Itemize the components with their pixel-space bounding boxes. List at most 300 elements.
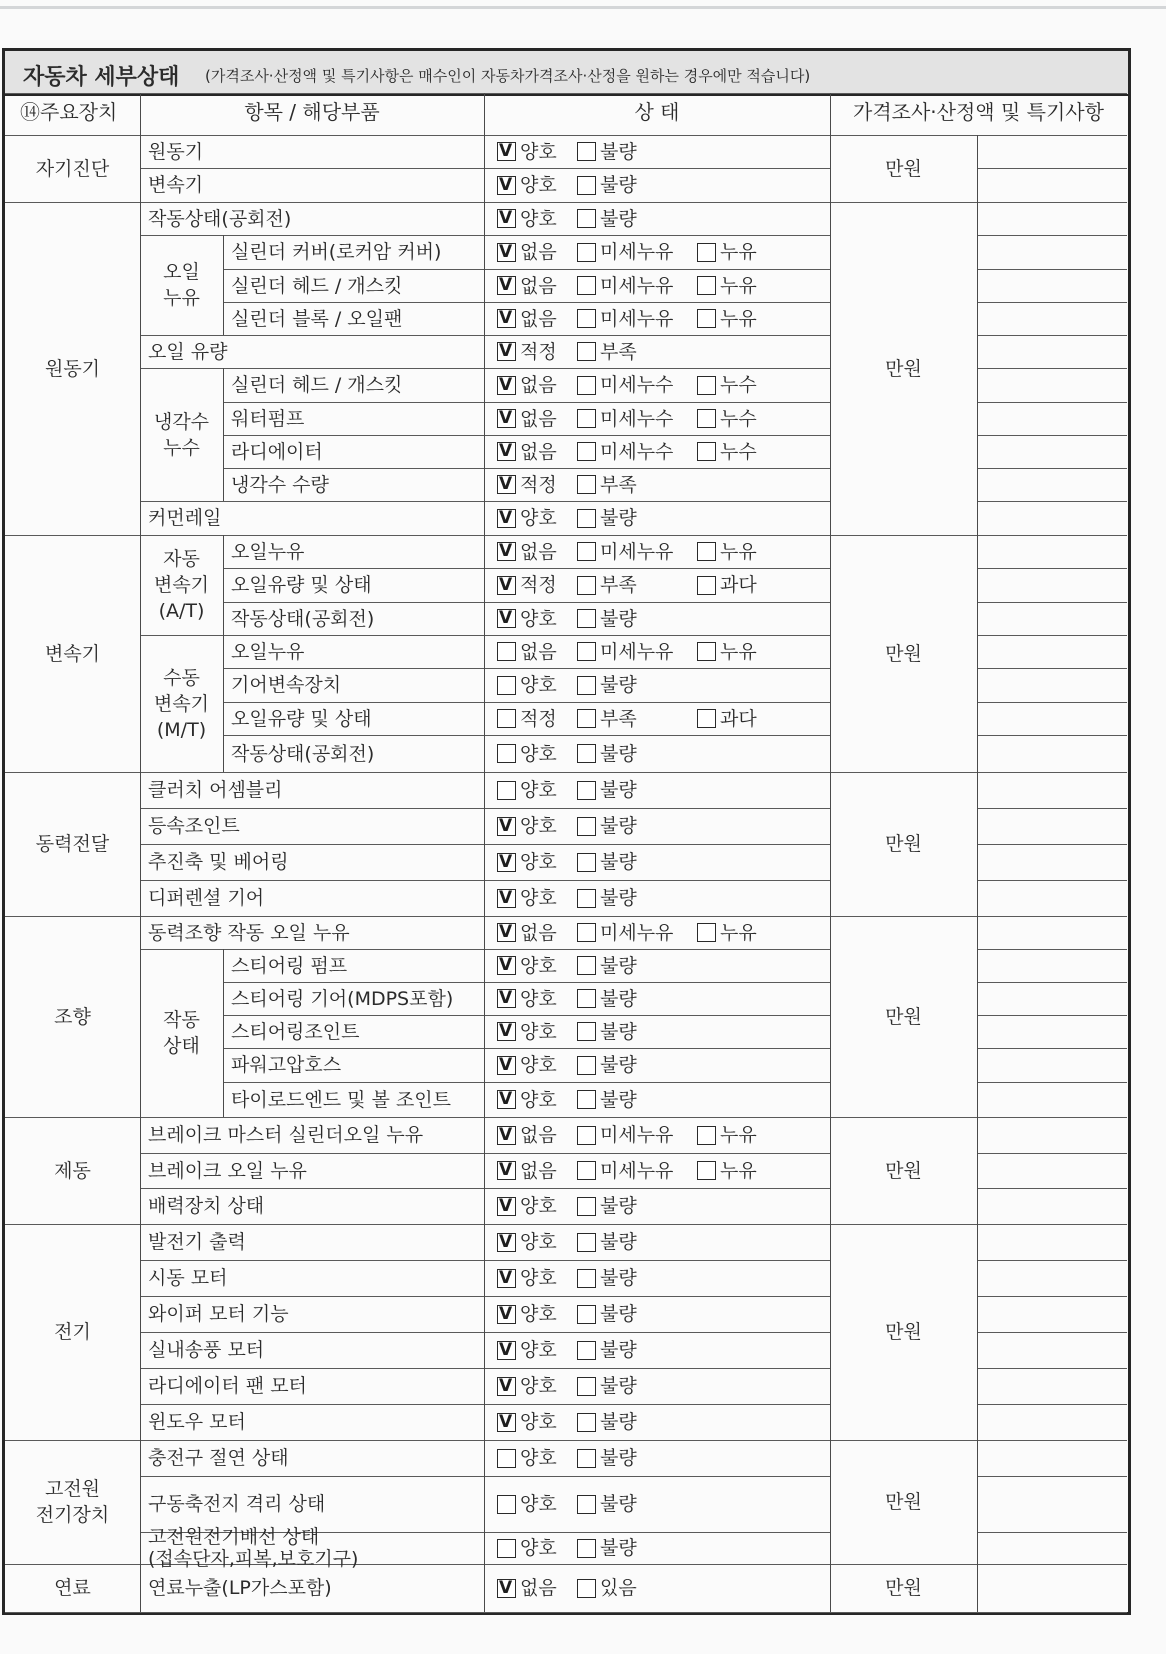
item-label: 고전원전기배선 상태 (접속단자,피복,보호기구) xyxy=(148,1526,359,1570)
checkbox[interactable] xyxy=(497,1341,516,1360)
status-option[interactable] xyxy=(497,743,557,765)
status-option[interactable] xyxy=(497,608,557,630)
checkbox[interactable] xyxy=(697,642,716,661)
grid-line-v xyxy=(484,135,485,1612)
checkbox[interactable] xyxy=(577,1197,596,1216)
status-option[interactable] xyxy=(497,275,557,297)
option-label: 양호 xyxy=(520,887,557,909)
option-label: 불량 xyxy=(600,1054,637,1076)
grid-line-h xyxy=(977,402,1127,403)
option-label: 적정 xyxy=(520,473,557,496)
option-label: 양호 xyxy=(520,954,557,977)
item-label: 충전구 절연 상태 xyxy=(148,1447,289,1469)
grid-line-h xyxy=(140,1332,830,1333)
item-label: 실린더 커버(로커암 커버) xyxy=(231,241,442,263)
option-label: 불량 xyxy=(600,140,637,163)
option-label: 불량 xyxy=(600,507,637,529)
status-option[interactable] xyxy=(577,674,637,696)
option-label: 부족 xyxy=(600,473,637,496)
status-option[interactable] xyxy=(697,541,757,563)
checkbox[interactable] xyxy=(497,1579,516,1598)
col-header-price: 가격조사·산정액 및 특기사항 xyxy=(853,100,1104,124)
status-option[interactable] xyxy=(577,1375,637,1397)
checkbox[interactable] xyxy=(577,1056,596,1075)
checkbox[interactable] xyxy=(577,744,596,763)
status-option[interactable] xyxy=(577,1303,637,1325)
checkbox[interactable] xyxy=(497,276,516,295)
item-label: 브레이크 오일 누유 xyxy=(148,1159,307,1182)
checkbox[interactable] xyxy=(497,676,516,695)
checkbox[interactable] xyxy=(497,1197,516,1216)
checkbox[interactable] xyxy=(497,1495,516,1514)
status-option[interactable] xyxy=(577,507,637,529)
checkbox[interactable] xyxy=(577,1449,596,1468)
checkbox[interactable] xyxy=(577,609,596,628)
status-option[interactable] xyxy=(577,1160,673,1182)
status-option[interactable] xyxy=(497,922,557,944)
status-option[interactable] xyxy=(577,1447,637,1469)
status-option[interactable] xyxy=(697,441,757,463)
status-option[interactable] xyxy=(577,1267,637,1289)
status-option[interactable] xyxy=(577,1124,673,1146)
status-option[interactable] xyxy=(497,1195,557,1217)
status-option[interactable] xyxy=(697,708,757,730)
option-label: 불량 xyxy=(600,674,637,696)
status-option[interactable] xyxy=(577,955,637,977)
checkbox[interactable] xyxy=(577,853,596,872)
status-option[interactable] xyxy=(497,474,557,496)
checkbox[interactable] xyxy=(577,1495,596,1514)
checkbox[interactable] xyxy=(577,889,596,908)
status-option[interactable] xyxy=(577,308,673,330)
category-label: 전기 xyxy=(54,1321,91,1343)
option-label: 양호 xyxy=(520,815,557,837)
option-label: 적정 xyxy=(520,707,557,730)
checkbox[interactable] xyxy=(577,576,596,595)
item-label: 오일누유 xyxy=(231,540,305,563)
checkbox[interactable] xyxy=(497,609,516,628)
checkbox[interactable] xyxy=(497,889,516,908)
status-option[interactable] xyxy=(577,1089,637,1111)
checkbox[interactable] xyxy=(497,209,516,228)
category-label: 동력전달 xyxy=(35,833,110,855)
status-option[interactable] xyxy=(577,641,673,663)
status-option[interactable] xyxy=(697,275,757,297)
checkbox[interactable] xyxy=(577,409,596,428)
grid-line-h xyxy=(140,235,830,236)
grid-line-h xyxy=(140,1404,830,1405)
status-option[interactable] xyxy=(697,374,757,396)
status-option[interactable] xyxy=(697,1160,757,1182)
checkbox[interactable] xyxy=(497,744,516,763)
status-option[interactable] xyxy=(577,1054,637,1076)
checkbox[interactable] xyxy=(697,243,716,262)
checkbox[interactable] xyxy=(577,475,596,494)
item-label: 스티어링 기어(MDPS포함) xyxy=(231,987,454,1010)
status-option[interactable] xyxy=(577,574,637,596)
category-label: 원동기 xyxy=(44,357,101,380)
status-option[interactable] xyxy=(497,1375,557,1397)
status-option[interactable] xyxy=(577,851,637,873)
checkbox[interactable] xyxy=(697,576,716,595)
status-option[interactable] xyxy=(577,1493,637,1515)
status-option[interactable] xyxy=(497,815,557,837)
option-label: 불량 xyxy=(600,1493,637,1515)
checkbox[interactable] xyxy=(577,1233,596,1252)
option-label: 미세누수 xyxy=(600,440,674,463)
checkbox[interactable] xyxy=(577,309,596,328)
category-label: 제동 xyxy=(54,1159,91,1182)
status-option[interactable] xyxy=(497,341,557,363)
checkbox[interactable] xyxy=(577,1341,596,1360)
option-label: 불량 xyxy=(600,1195,637,1217)
status-option[interactable] xyxy=(577,1231,637,1253)
option-label: 양호 xyxy=(520,1267,557,1289)
option-label: 없음 xyxy=(520,274,557,297)
option-label: 불량 xyxy=(600,1411,637,1433)
checkbox[interactable] xyxy=(577,209,596,228)
category-label: 변속기 xyxy=(44,642,101,665)
checkbox[interactable] xyxy=(697,709,716,728)
grid-line-h xyxy=(223,735,830,736)
status-option[interactable] xyxy=(497,988,557,1010)
item-label: 실내송풍 모터 xyxy=(148,1339,265,1361)
status-option[interactable] xyxy=(697,408,757,430)
option-label: 없음 xyxy=(520,241,557,263)
grid-line-h xyxy=(140,1153,830,1154)
status-option[interactable] xyxy=(577,1021,637,1043)
checkbox[interactable] xyxy=(497,642,516,661)
status-option[interactable] xyxy=(577,779,637,801)
option-label: 없음 xyxy=(520,407,557,430)
grid-line-h xyxy=(140,368,830,369)
option-label: 부족 xyxy=(600,340,637,363)
option-label: 양호 xyxy=(520,1447,557,1469)
grid-line-h xyxy=(977,808,1127,809)
grid-line-h xyxy=(5,535,1127,536)
price-unit: 만원 xyxy=(885,642,922,665)
checkbox[interactable] xyxy=(577,509,596,528)
status-option[interactable] xyxy=(497,1054,557,1076)
status-option[interactable] xyxy=(577,341,637,363)
status-option[interactable] xyxy=(497,1021,557,1043)
item-label: 작동상태(공회전) xyxy=(148,207,292,230)
checkbox[interactable] xyxy=(497,1413,516,1432)
option-label: 불량 xyxy=(600,742,637,765)
status-option[interactable] xyxy=(497,374,557,396)
status-option[interactable] xyxy=(497,1160,557,1182)
checkbox[interactable] xyxy=(577,1377,596,1396)
option-label: 양호 xyxy=(520,1088,557,1111)
status-option[interactable] xyxy=(577,1577,637,1599)
status-option[interactable] xyxy=(577,374,673,396)
checkbox[interactable] xyxy=(577,1305,596,1324)
checkbox[interactable] xyxy=(577,243,596,262)
status-option[interactable] xyxy=(577,922,673,944)
option-label: 불량 xyxy=(600,987,637,1010)
subgroup-label: 냉각수 누수 xyxy=(153,410,210,459)
option-label: 없음 xyxy=(520,540,557,563)
grid-line-h xyxy=(977,1153,1127,1154)
checkbox[interactable] xyxy=(577,376,596,395)
status-option[interactable] xyxy=(577,1339,637,1361)
item-label: 시동 모터 xyxy=(148,1267,228,1289)
status-option[interactable] xyxy=(497,641,557,663)
status-option[interactable] xyxy=(697,308,757,330)
checkbox[interactable] xyxy=(497,1126,516,1145)
checkbox[interactable] xyxy=(497,1022,516,1041)
checkbox[interactable] xyxy=(497,576,516,595)
status-option[interactable] xyxy=(577,541,673,563)
checkbox[interactable] xyxy=(697,1126,716,1145)
status-option[interactable] xyxy=(577,608,637,630)
checkbox[interactable] xyxy=(497,243,516,262)
grid-line-h xyxy=(977,602,1127,603)
checkbox[interactable] xyxy=(577,542,596,561)
option-label: 누유 xyxy=(720,540,757,563)
status-option[interactable] xyxy=(497,1411,557,1433)
checkbox[interactable] xyxy=(697,409,716,428)
checkbox[interactable] xyxy=(577,1022,596,1041)
status-option[interactable] xyxy=(497,1339,557,1361)
status-option[interactable] xyxy=(497,441,557,463)
grid-line-h xyxy=(977,702,1127,703)
status-option[interactable] xyxy=(577,208,637,230)
status-option[interactable] xyxy=(577,141,637,163)
status-option[interactable] xyxy=(577,408,673,430)
checkbox[interactable] xyxy=(497,442,516,461)
option-label: 적정 xyxy=(520,574,557,596)
option-label: 양호 xyxy=(520,987,557,1010)
status-option[interactable] xyxy=(577,441,673,463)
option-label: 불량 xyxy=(600,174,637,196)
option-label: 누유 xyxy=(720,307,757,330)
option-label: 미세누유 xyxy=(600,1159,674,1182)
status-option[interactable] xyxy=(497,1303,557,1325)
grid-line-h xyxy=(140,949,830,950)
checkbox[interactable] xyxy=(697,309,716,328)
checkbox[interactable] xyxy=(577,142,596,161)
checkbox[interactable] xyxy=(497,1539,516,1558)
option-label: 누수 xyxy=(720,374,757,396)
status-option[interactable] xyxy=(497,541,557,563)
status-option[interactable] xyxy=(577,1537,637,1559)
item-label: 냉각수 수량 xyxy=(231,473,329,496)
checkbox[interactable] xyxy=(577,1161,596,1180)
grid-line-h xyxy=(223,269,830,270)
checkbox[interactable] xyxy=(497,853,516,872)
grid-line-h xyxy=(223,468,830,469)
option-label: 불량 xyxy=(600,851,637,873)
status-option[interactable] xyxy=(577,241,673,263)
status-option[interactable] xyxy=(497,779,557,801)
category-label: 자기진단 xyxy=(35,157,110,180)
checkbox[interactable] xyxy=(497,542,516,561)
item-label: 라디에이터 팬 모터 xyxy=(148,1375,307,1397)
checkbox[interactable] xyxy=(577,642,596,661)
checkbox[interactable] xyxy=(497,709,516,728)
item-label: 클러치 어셈블리 xyxy=(148,779,283,801)
status-option[interactable] xyxy=(577,275,673,297)
option-label: 미세누유 xyxy=(600,274,674,297)
status-option[interactable] xyxy=(697,574,757,596)
status-option[interactable] xyxy=(497,208,557,230)
status-option[interactable] xyxy=(697,1124,757,1146)
option-label: 없음 xyxy=(520,1124,557,1146)
price-unit: 만원 xyxy=(885,157,922,180)
status-option[interactable] xyxy=(497,674,557,696)
option-label: 불량 xyxy=(600,1020,637,1043)
status-option[interactable] xyxy=(697,922,757,944)
checkbox[interactable] xyxy=(497,409,516,428)
checkbox[interactable] xyxy=(497,1233,516,1252)
checkbox[interactable] xyxy=(577,676,596,695)
checkbox[interactable] xyxy=(497,1090,516,1109)
checkbox[interactable] xyxy=(697,276,716,295)
checkbox[interactable] xyxy=(577,956,596,975)
status-option[interactable] xyxy=(577,1411,637,1433)
grid-line-h xyxy=(977,269,1127,270)
checkbox[interactable] xyxy=(577,1579,596,1598)
status-option[interactable] xyxy=(577,887,637,909)
checkbox[interactable] xyxy=(577,1539,596,1558)
grid-line-h xyxy=(977,302,1127,303)
checkbox[interactable] xyxy=(577,1269,596,1288)
checkbox[interactable] xyxy=(697,923,716,942)
item-label: 윈도우 모터 xyxy=(148,1411,246,1433)
checkbox[interactable] xyxy=(497,1056,516,1075)
grid-line-h xyxy=(977,1332,1127,1333)
status-option[interactable] xyxy=(497,708,557,730)
subgroup-label: 수동 변속기 (M/T) xyxy=(153,666,210,741)
status-option[interactable] xyxy=(497,574,557,596)
checkbox[interactable] xyxy=(497,176,516,195)
status-option[interactable] xyxy=(577,474,637,496)
grid-line-v xyxy=(484,93,485,135)
checkbox[interactable] xyxy=(577,817,596,836)
grid-line-h xyxy=(5,93,1127,94)
status-option[interactable] xyxy=(577,743,637,765)
item-label: 타이로드엔드 및 볼 조인트 xyxy=(231,1088,452,1111)
checkbox[interactable] xyxy=(577,1126,596,1145)
checkbox[interactable] xyxy=(497,475,516,494)
checkbox[interactable] xyxy=(577,923,596,942)
checkbox[interactable] xyxy=(497,989,516,1008)
status-option[interactable] xyxy=(497,1231,557,1253)
status-option[interactable] xyxy=(497,1089,557,1111)
checkbox[interactable] xyxy=(497,1377,516,1396)
checkbox[interactable] xyxy=(577,176,596,195)
checkbox[interactable] xyxy=(497,1449,516,1468)
item-label: 파워고압호스 xyxy=(231,1054,342,1076)
checkbox[interactable] xyxy=(577,342,596,361)
checkbox[interactable] xyxy=(497,1161,516,1180)
category-label: 조향 xyxy=(54,1005,91,1028)
option-label: 적정 xyxy=(520,340,557,363)
category-label: 연료 xyxy=(54,1577,91,1599)
checkbox[interactable] xyxy=(497,956,516,975)
status-option[interactable] xyxy=(497,408,557,430)
checkbox[interactable] xyxy=(497,509,516,528)
status-option[interactable] xyxy=(497,887,557,909)
status-option[interactable] xyxy=(497,174,557,196)
status-option[interactable] xyxy=(497,955,557,977)
checkbox[interactable] xyxy=(497,342,516,361)
status-option[interactable] xyxy=(497,1124,557,1146)
grid-line-h xyxy=(223,435,830,436)
option-label: 양호 xyxy=(520,851,557,873)
status-option[interactable] xyxy=(497,1577,557,1599)
item-label: 디퍼렌셜 기어 xyxy=(148,887,265,909)
status-option[interactable] xyxy=(577,1195,637,1217)
option-label: 양호 xyxy=(520,674,557,696)
grid-line-h xyxy=(977,1260,1127,1261)
checkbox[interactable] xyxy=(497,309,516,328)
status-option[interactable] xyxy=(497,1267,557,1289)
checkbox[interactable] xyxy=(577,276,596,295)
checkbox[interactable] xyxy=(497,781,516,800)
status-option[interactable] xyxy=(497,241,557,263)
checkbox[interactable] xyxy=(697,542,716,561)
status-option[interactable] xyxy=(497,851,557,873)
status-option[interactable] xyxy=(577,174,637,196)
status-option[interactable] xyxy=(497,1493,557,1515)
grid-line-h xyxy=(5,1440,1127,1441)
status-option[interactable] xyxy=(577,708,637,730)
grid-line-h xyxy=(223,568,830,569)
grid-line-h xyxy=(977,501,1127,502)
status-option[interactable] xyxy=(497,1537,557,1559)
grid-line-h xyxy=(977,949,1127,950)
checkbox[interactable] xyxy=(577,1090,596,1109)
status-option[interactable] xyxy=(497,308,557,330)
checkbox[interactable] xyxy=(497,923,516,942)
status-option[interactable] xyxy=(697,641,757,663)
checkbox[interactable] xyxy=(497,142,516,161)
status-option[interactable] xyxy=(497,141,557,163)
status-option[interactable] xyxy=(497,1447,557,1469)
checkbox[interactable] xyxy=(697,442,716,461)
checkbox[interactable] xyxy=(497,376,516,395)
status-option[interactable] xyxy=(497,507,557,529)
checkbox[interactable] xyxy=(577,781,596,800)
checkbox[interactable] xyxy=(497,1305,516,1324)
grid-line-h xyxy=(5,916,1127,917)
item-label: 실린더 헤드 / 개스킷 xyxy=(231,274,403,297)
option-label: 누유 xyxy=(720,241,757,263)
checkbox[interactable] xyxy=(697,376,716,395)
checkbox[interactable] xyxy=(577,989,596,1008)
price-unit: 만원 xyxy=(885,1321,922,1343)
status-option[interactable] xyxy=(577,815,637,837)
option-label: 미세누유 xyxy=(600,241,674,263)
price-unit: 만원 xyxy=(885,1005,922,1028)
grid-line-h xyxy=(140,1188,830,1189)
checkbox[interactable] xyxy=(577,1413,596,1432)
option-label: 미세누유 xyxy=(600,921,674,944)
checkbox[interactable] xyxy=(497,1269,516,1288)
checkbox[interactable] xyxy=(577,709,596,728)
status-option[interactable] xyxy=(577,988,637,1010)
checkbox[interactable] xyxy=(697,1161,716,1180)
checkbox[interactable] xyxy=(497,817,516,836)
grid-line-h xyxy=(5,772,1127,773)
category-label: 고전원 전기장치 xyxy=(35,1478,110,1526)
item-label: 동력조향 작동 오일 누유 xyxy=(148,921,350,944)
grid-line-h xyxy=(977,168,1127,169)
status-option[interactable] xyxy=(697,241,757,263)
checkbox[interactable] xyxy=(577,442,596,461)
